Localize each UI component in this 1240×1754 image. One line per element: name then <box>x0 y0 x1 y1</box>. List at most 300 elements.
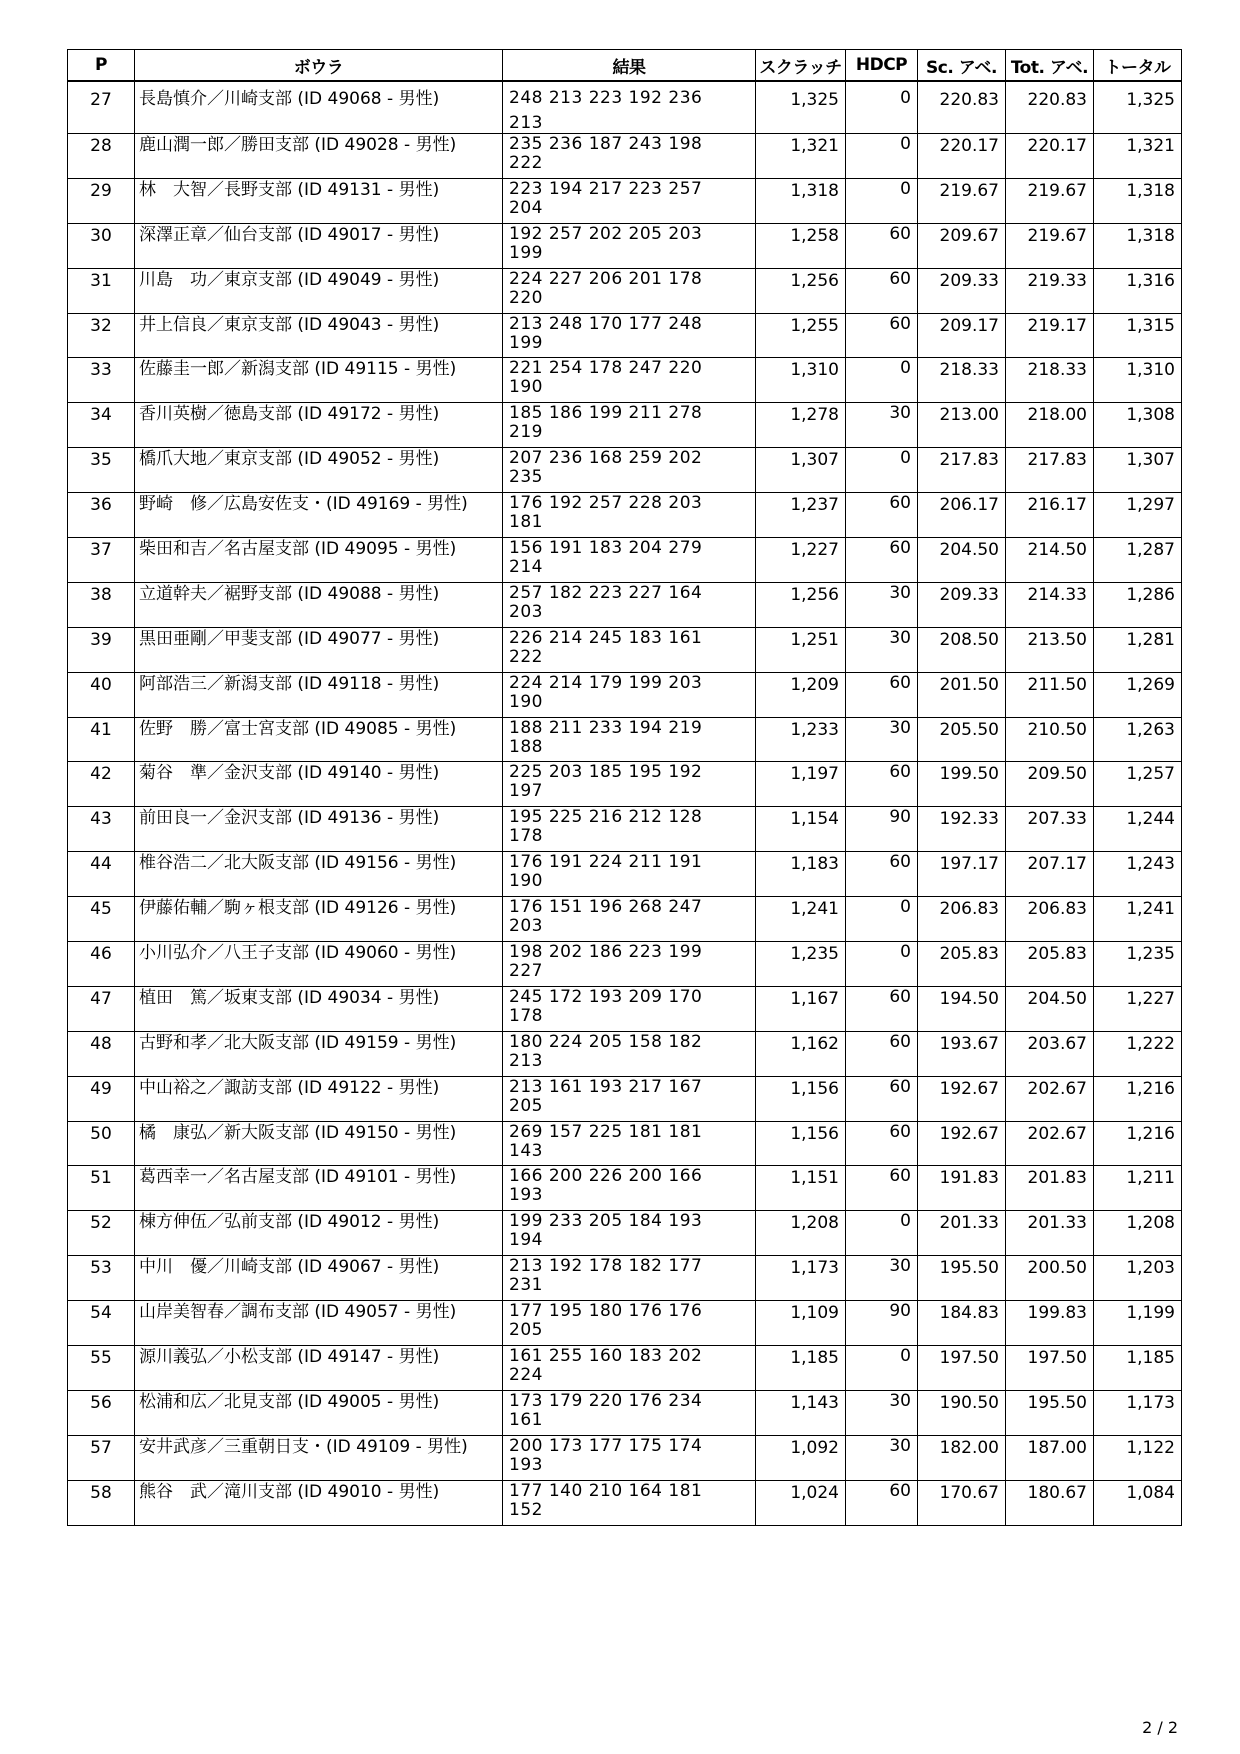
sc-avg-text: 182.00 <box>939 1437 999 1458</box>
position-text: 36 <box>90 495 112 516</box>
sc-avg-text: 197.17 <box>939 854 999 875</box>
sc-avg-text: 209.33 <box>939 270 999 291</box>
bowler-cell <box>135 358 503 403</box>
scratch-cell <box>756 1480 846 1525</box>
sc-avg-cell <box>918 717 1006 762</box>
game-scores-line: 223 194 217 223 257 <box>509 178 703 199</box>
position-cell <box>68 1346 135 1391</box>
total-text: 1,263 <box>1126 719 1175 740</box>
sc-avg-text: 201.33 <box>939 1213 999 1234</box>
sc-avg-text: 190.50 <box>939 1392 999 1413</box>
tot-avg-cell <box>1006 538 1094 583</box>
position-cell <box>68 448 135 493</box>
total-cell <box>1094 1390 1182 1435</box>
bowler-text: 小川弘介／八王子支部 (ID 49060 - 男性) <box>139 943 457 964</box>
hdcp-cell <box>846 358 918 403</box>
table-row <box>68 762 1182 807</box>
position-text: 55 <box>90 1348 112 1369</box>
tot-avg-text: 202.67 <box>1027 1123 1087 1144</box>
tot-avg-text: 213.50 <box>1027 629 1087 650</box>
bowler-cell <box>135 942 503 987</box>
game-scores-cell <box>503 986 756 1031</box>
hdcp-cell <box>846 852 918 897</box>
tot-avg-cell <box>1006 403 1094 448</box>
tot-avg-cell <box>1006 897 1094 942</box>
table-row <box>68 1390 1182 1435</box>
sc-avg-text: 195.50 <box>939 1258 999 1279</box>
table-row <box>68 627 1182 672</box>
position-text: 53 <box>90 1258 112 1279</box>
scratch-cell <box>756 1435 846 1480</box>
tot-avg-cell <box>1006 1031 1094 1076</box>
sc-avg-text: 201.50 <box>939 674 999 695</box>
scratch-cell <box>756 538 846 583</box>
position-text: 34 <box>90 405 112 426</box>
hdcp-text: 30 <box>889 627 911 648</box>
sc-avg-text: 213.00 <box>939 405 999 426</box>
position-text: 56 <box>90 1392 112 1413</box>
hdcp-text: 0 <box>900 358 911 379</box>
position-cell <box>68 1390 135 1435</box>
total-cell <box>1094 1121 1182 1166</box>
scratch-text: 1,143 <box>790 1392 839 1413</box>
tot-avg-text: 214.50 <box>1027 540 1087 561</box>
scratch-cell <box>756 493 846 538</box>
total-text: 1,244 <box>1126 809 1175 830</box>
sc-avg-cell <box>918 1390 1006 1435</box>
hdcp-text: 0 <box>900 88 911 108</box>
tot-avg-cell <box>1006 178 1094 223</box>
game-score-sixth: 213 <box>509 113 543 133</box>
game-scores-cell <box>503 852 756 897</box>
bowler-cell <box>135 178 503 223</box>
total-text: 1,199 <box>1126 1303 1175 1324</box>
game-scores-line: 226 214 245 183 161 <box>509 627 703 648</box>
bowler-cell <box>135 313 503 358</box>
bowler-text: 熊谷 武／滝川支部 (ID 49010 - 男性) <box>139 1481 440 1502</box>
bowler-text: 深澤正章／仙台支部 (ID 49017 - 男性) <box>139 224 440 245</box>
position-cell <box>68 852 135 897</box>
scratch-text: 1,233 <box>790 719 839 740</box>
position-cell <box>68 986 135 1031</box>
sc-avg-cell <box>918 448 1006 493</box>
bowler-text: 椎谷浩二／北大阪支部 (ID 49156 - 男性) <box>139 853 457 874</box>
game-scores-cell <box>503 403 756 448</box>
bowler-text: 長島慎介／川崎支部 (ID 49068 - 男性) <box>139 89 440 109</box>
sc-avg-text: 199.50 <box>939 764 999 785</box>
hdcp-cell <box>846 1346 918 1391</box>
tot-avg-text: 210.50 <box>1027 719 1087 740</box>
hdcp-cell <box>846 582 918 627</box>
hdcp-cell <box>846 493 918 538</box>
position-text: 29 <box>90 180 112 201</box>
sc-avg-text: 205.50 <box>939 719 999 740</box>
table-row <box>68 672 1182 717</box>
game-score-sixth: 161 <box>509 1409 543 1430</box>
bowler-text: 葛西幸一／名古屋支部 (ID 49101 - 男性) <box>139 1167 457 1188</box>
tot-avg-cell <box>1006 627 1094 672</box>
total-cell <box>1094 268 1182 313</box>
table-row <box>68 1435 1182 1480</box>
scratch-text: 1,154 <box>790 809 839 830</box>
position-text: 28 <box>90 136 112 156</box>
total-text: 1,227 <box>1126 988 1175 1009</box>
game-scores-cell <box>503 582 756 627</box>
position-text: 31 <box>90 270 112 291</box>
bowler-text: 安井武彦／三重朝日支・(ID 49109 - 男性) <box>139 1436 468 1457</box>
game-score-sixth: 231 <box>509 1275 543 1296</box>
bowler-text: 古野和孝／北大阪支部 (ID 49159 - 男性) <box>139 1032 457 1053</box>
game-score-sixth: 193 <box>509 1185 543 1206</box>
sc-avg-cell <box>918 134 1006 179</box>
tot-avg-cell <box>1006 1301 1094 1346</box>
total-cell <box>1094 942 1182 987</box>
position-cell <box>68 672 135 717</box>
total-cell <box>1094 807 1182 852</box>
bowler-text: 橘 康弘／新大阪支部 (ID 49150 - 男性) <box>139 1122 457 1143</box>
sc-avg-text: 220.17 <box>939 136 999 156</box>
bowler-cell <box>135 897 503 942</box>
scratch-cell <box>756 1166 846 1211</box>
position-text: 40 <box>90 674 112 695</box>
position-cell <box>68 1121 135 1166</box>
game-scores-cell <box>503 538 756 583</box>
bowler-cell <box>135 717 503 762</box>
game-scores-cell <box>503 627 756 672</box>
game-scores-line: 198 202 186 223 199 <box>509 942 703 963</box>
table-row <box>68 986 1182 1031</box>
tot-avg-text: 207.17 <box>1027 854 1087 875</box>
total-cell <box>1094 1076 1182 1121</box>
hdcp-text: 60 <box>889 852 911 873</box>
scratch-text: 1,255 <box>790 315 839 336</box>
position-cell <box>68 1256 135 1301</box>
table-row <box>68 223 1182 268</box>
total-cell <box>1094 627 1182 672</box>
sc-avg-text: 208.50 <box>939 629 999 650</box>
total-text: 1,257 <box>1126 764 1175 785</box>
game-scores-line: 176 191 224 211 191 <box>509 852 703 873</box>
game-scores-line: 257 182 223 227 164 <box>509 582 703 603</box>
hdcp-text: 0 <box>900 1211 911 1232</box>
position-cell <box>68 178 135 223</box>
scratch-text: 1,227 <box>790 540 839 561</box>
total-text: 1,297 <box>1126 495 1175 516</box>
bowler-cell <box>135 807 503 852</box>
position-cell <box>68 762 135 807</box>
scratch-cell <box>756 268 846 313</box>
bowler-text: 香川英樹／徳島支部 (ID 49172 - 男性) <box>139 404 440 425</box>
game-score-sixth: 143 <box>509 1140 543 1161</box>
bowler-text: 前田良一／金沢支部 (ID 49136 - 男性) <box>139 808 440 829</box>
bowler-cell <box>135 1346 503 1391</box>
bowler-text: 伊藤佑輔／駒ヶ根支部 (ID 49126 - 男性) <box>139 898 457 919</box>
sc-avg-text: 206.17 <box>939 495 999 516</box>
game-score-sixth: 178 <box>509 826 543 847</box>
game-scores-line: 180 224 205 158 182 <box>509 1031 703 1052</box>
position-text: 48 <box>90 1033 112 1054</box>
sc-avg-text: 217.83 <box>939 450 999 471</box>
bowler-text: 鹿山潤一郎／勝田支部 (ID 49028 - 男性) <box>139 135 457 155</box>
game-scores-line: 213 192 178 182 177 <box>509 1256 703 1277</box>
game-scores-line: 185 186 199 211 278 <box>509 403 703 424</box>
total-text: 1,216 <box>1126 1123 1175 1144</box>
total-text: 1,203 <box>1126 1258 1175 1279</box>
sc-avg-cell <box>918 403 1006 448</box>
tot-avg-text: 216.17 <box>1027 495 1087 516</box>
total-cell <box>1094 897 1182 942</box>
position-cell <box>68 1435 135 1480</box>
hdcp-text: 60 <box>889 1480 911 1501</box>
sc-avg-text: 170.67 <box>939 1482 999 1503</box>
hdcp-cell <box>846 448 918 493</box>
tot-avg-text: 219.17 <box>1027 315 1087 336</box>
scratch-text: 1,235 <box>790 944 839 965</box>
scratch-text: 1,237 <box>790 495 839 516</box>
sc-avg-cell <box>918 897 1006 942</box>
game-scores-line: 207 236 168 259 202 <box>509 448 703 469</box>
position-text: 54 <box>90 1303 112 1324</box>
total-cell <box>1094 852 1182 897</box>
scratch-cell <box>756 897 846 942</box>
total-cell <box>1094 358 1182 403</box>
sc-avg-text: 220.83 <box>939 90 999 110</box>
hdcp-cell <box>846 1480 918 1525</box>
bowler-cell <box>135 1121 503 1166</box>
table-row <box>68 81 1182 134</box>
game-scores-line: 199 233 205 184 193 <box>509 1211 703 1232</box>
bowler-cell <box>135 1480 503 1525</box>
sc-avg-text: 193.67 <box>939 1033 999 1054</box>
position-text: 52 <box>90 1213 112 1234</box>
bowler-cell <box>135 1390 503 1435</box>
hdcp-text: 0 <box>900 942 911 963</box>
position-cell <box>68 538 135 583</box>
scratch-text: 1,173 <box>790 1258 839 1279</box>
total-text: 1,122 <box>1126 1437 1175 1458</box>
game-scores-cell <box>503 493 756 538</box>
total-text: 1,173 <box>1126 1392 1175 1413</box>
position-cell <box>68 358 135 403</box>
hdcp-cell <box>846 942 918 987</box>
total-text: 1,316 <box>1126 270 1175 291</box>
tot-avg-text: 207.33 <box>1027 809 1087 830</box>
total-cell <box>1094 1301 1182 1346</box>
bowler-cell <box>135 134 503 179</box>
position-text: 30 <box>90 225 112 246</box>
game-scores-line: 177 195 180 176 176 <box>509 1301 703 1322</box>
scratch-cell <box>756 582 846 627</box>
sc-avg-text: 209.33 <box>939 584 999 605</box>
hdcp-cell <box>846 1121 918 1166</box>
sc-avg-cell <box>918 627 1006 672</box>
sc-avg-cell <box>918 1121 1006 1166</box>
total-cell <box>1094 762 1182 807</box>
game-score-sixth: 214 <box>509 557 543 578</box>
hdcp-text: 30 <box>889 1390 911 1411</box>
hdcp-cell <box>846 986 918 1031</box>
sc-avg-cell <box>918 1346 1006 1391</box>
scratch-text: 1,109 <box>790 1303 839 1324</box>
hdcp-cell <box>846 1435 918 1480</box>
game-score-sixth: 204 <box>509 197 543 218</box>
tot-avg-cell <box>1006 493 1094 538</box>
scratch-cell <box>756 1121 846 1166</box>
bowler-cell <box>135 448 503 493</box>
game-scores-line: 224 214 179 199 203 <box>509 672 703 693</box>
table-row <box>68 538 1182 583</box>
hdcp-cell <box>846 403 918 448</box>
position-cell <box>68 897 135 942</box>
game-scores-cell <box>503 223 756 268</box>
game-score-sixth: 227 <box>509 961 543 982</box>
tot-avg-cell <box>1006 81 1094 134</box>
position-text: 51 <box>90 1168 112 1189</box>
position-cell <box>68 1480 135 1525</box>
table-row <box>68 1076 1182 1121</box>
game-score-sixth: 190 <box>509 691 543 712</box>
hdcp-text: 60 <box>889 1031 911 1052</box>
game-scores-cell <box>503 1301 756 1346</box>
sc-avg-cell <box>918 1031 1006 1076</box>
sc-avg-cell <box>918 1076 1006 1121</box>
sc-avg-text: 209.67 <box>939 225 999 246</box>
bowler-text: 松浦和広／北見支部 (ID 49005 - 男性) <box>139 1391 440 1412</box>
total-text: 1,315 <box>1126 315 1175 336</box>
tot-avg-text: 219.67 <box>1027 225 1087 246</box>
game-scores-line: 221 254 178 247 220 <box>509 358 703 379</box>
column-header-hdcp: HDCP <box>846 50 918 82</box>
position-cell <box>68 223 135 268</box>
tot-avg-text: 205.83 <box>1027 944 1087 965</box>
game-score-sixth: 197 <box>509 781 543 802</box>
bowler-text: 佐藤圭一郎／新潟支部 (ID 49115 - 男性) <box>139 359 457 380</box>
bowler-cell <box>135 403 503 448</box>
position-cell <box>68 942 135 987</box>
tot-avg-text: 218.33 <box>1027 360 1087 381</box>
table-row <box>68 897 1182 942</box>
tot-avg-text: 204.50 <box>1027 988 1087 1009</box>
total-text: 1,243 <box>1126 854 1175 875</box>
game-score-sixth: 203 <box>509 916 543 937</box>
bowler-text: 山岸美智春／調布支部 (ID 49057 - 男性) <box>139 1302 457 1323</box>
total-cell <box>1094 1166 1182 1211</box>
bowler-text: 中川 優／川崎支部 (ID 49067 - 男性) <box>139 1257 440 1278</box>
bowler-text: 植田 篤／坂東支部 (ID 49034 - 男性) <box>139 987 440 1008</box>
game-score-sixth: 222 <box>509 153 543 173</box>
sc-avg-text: 197.50 <box>939 1348 999 1369</box>
total-text: 1,269 <box>1126 674 1175 695</box>
game-scores-cell <box>503 762 756 807</box>
column-header-sc-avg: Sc. アベ. <box>918 50 1006 82</box>
scratch-text: 1,241 <box>790 899 839 920</box>
game-scores-cell <box>503 268 756 313</box>
position-cell <box>68 268 135 313</box>
game-scores-cell <box>503 717 756 762</box>
bowler-cell <box>135 1166 503 1211</box>
sc-avg-cell <box>918 223 1006 268</box>
scratch-text: 1,092 <box>790 1437 839 1458</box>
scratch-cell <box>756 358 846 403</box>
total-text: 1,235 <box>1126 944 1175 965</box>
position-text: 33 <box>90 360 112 381</box>
bowler-text: 井上信良／東京支部 (ID 49043 - 男性) <box>139 314 440 335</box>
sc-avg-cell <box>918 852 1006 897</box>
tot-avg-text: 197.50 <box>1027 1348 1087 1369</box>
sc-avg-text: 209.17 <box>939 315 999 336</box>
hdcp-cell <box>846 627 918 672</box>
scratch-cell <box>756 403 846 448</box>
tot-avg-cell <box>1006 852 1094 897</box>
hdcp-cell <box>846 897 918 942</box>
bowler-text: 林 大智／長野支部 (ID 49131 - 男性) <box>139 179 440 200</box>
game-score-sixth: 178 <box>509 1005 543 1026</box>
table-row <box>68 1121 1182 1166</box>
game-scores-line: 177 140 210 164 181 <box>509 1480 703 1501</box>
hdcp-cell <box>846 134 918 179</box>
game-scores-cell <box>503 178 756 223</box>
hdcp-text: 60 <box>889 223 911 244</box>
sc-avg-text: 191.83 <box>939 1168 999 1189</box>
sc-avg-cell <box>918 178 1006 223</box>
bowler-cell <box>135 1076 503 1121</box>
sc-avg-text: 206.83 <box>939 899 999 920</box>
tot-avg-cell <box>1006 313 1094 358</box>
table-row <box>68 448 1182 493</box>
position-text: 44 <box>90 854 112 875</box>
hdcp-text: 0 <box>900 448 911 469</box>
scratch-cell <box>756 852 846 897</box>
game-scores-cell <box>503 1211 756 1256</box>
hdcp-cell <box>846 1390 918 1435</box>
hdcp-cell <box>846 1301 918 1346</box>
game-scores-cell <box>503 1256 756 1301</box>
tot-avg-cell <box>1006 807 1094 852</box>
bowler-text: 黒田亜剛／甲斐支部 (ID 49077 - 男性) <box>139 628 440 649</box>
game-score-sixth: 199 <box>509 332 543 353</box>
sc-avg-text: 192.33 <box>939 809 999 830</box>
game-scores-line: 173 179 220 176 234 <box>509 1390 703 1411</box>
hdcp-text: 30 <box>889 582 911 603</box>
sc-avg-text: 184.83 <box>939 1303 999 1324</box>
table-row <box>68 1166 1182 1211</box>
sc-avg-text: 192.67 <box>939 1123 999 1144</box>
total-cell <box>1094 223 1182 268</box>
total-cell <box>1094 538 1182 583</box>
position-text: 37 <box>90 540 112 561</box>
tot-avg-cell <box>1006 1121 1094 1166</box>
bowler-text: 橋爪大地／東京支部 (ID 49052 - 男性) <box>139 449 440 470</box>
scratch-cell <box>756 313 846 358</box>
position-cell <box>68 1166 135 1211</box>
bowler-text: 立道幹夫／裾野支部 (ID 49088 - 男性) <box>139 583 440 604</box>
hdcp-text: 60 <box>889 672 911 693</box>
game-scores-cell <box>503 1166 756 1211</box>
game-score-sixth: 193 <box>509 1454 543 1475</box>
bowler-text: 柴田和吉／名古屋支部 (ID 49095 - 男性) <box>139 539 457 560</box>
bowler-cell <box>135 986 503 1031</box>
hdcp-text: 60 <box>889 1166 911 1187</box>
total-cell <box>1094 1031 1182 1076</box>
header-row <box>68 50 1182 82</box>
game-scores-cell <box>503 1480 756 1525</box>
scratch-text: 1,307 <box>790 450 839 471</box>
total-text: 1,287 <box>1126 540 1175 561</box>
scratch-cell <box>756 1346 846 1391</box>
column-header-p: P <box>68 50 135 82</box>
tot-avg-cell <box>1006 717 1094 762</box>
scratch-cell <box>756 717 846 762</box>
